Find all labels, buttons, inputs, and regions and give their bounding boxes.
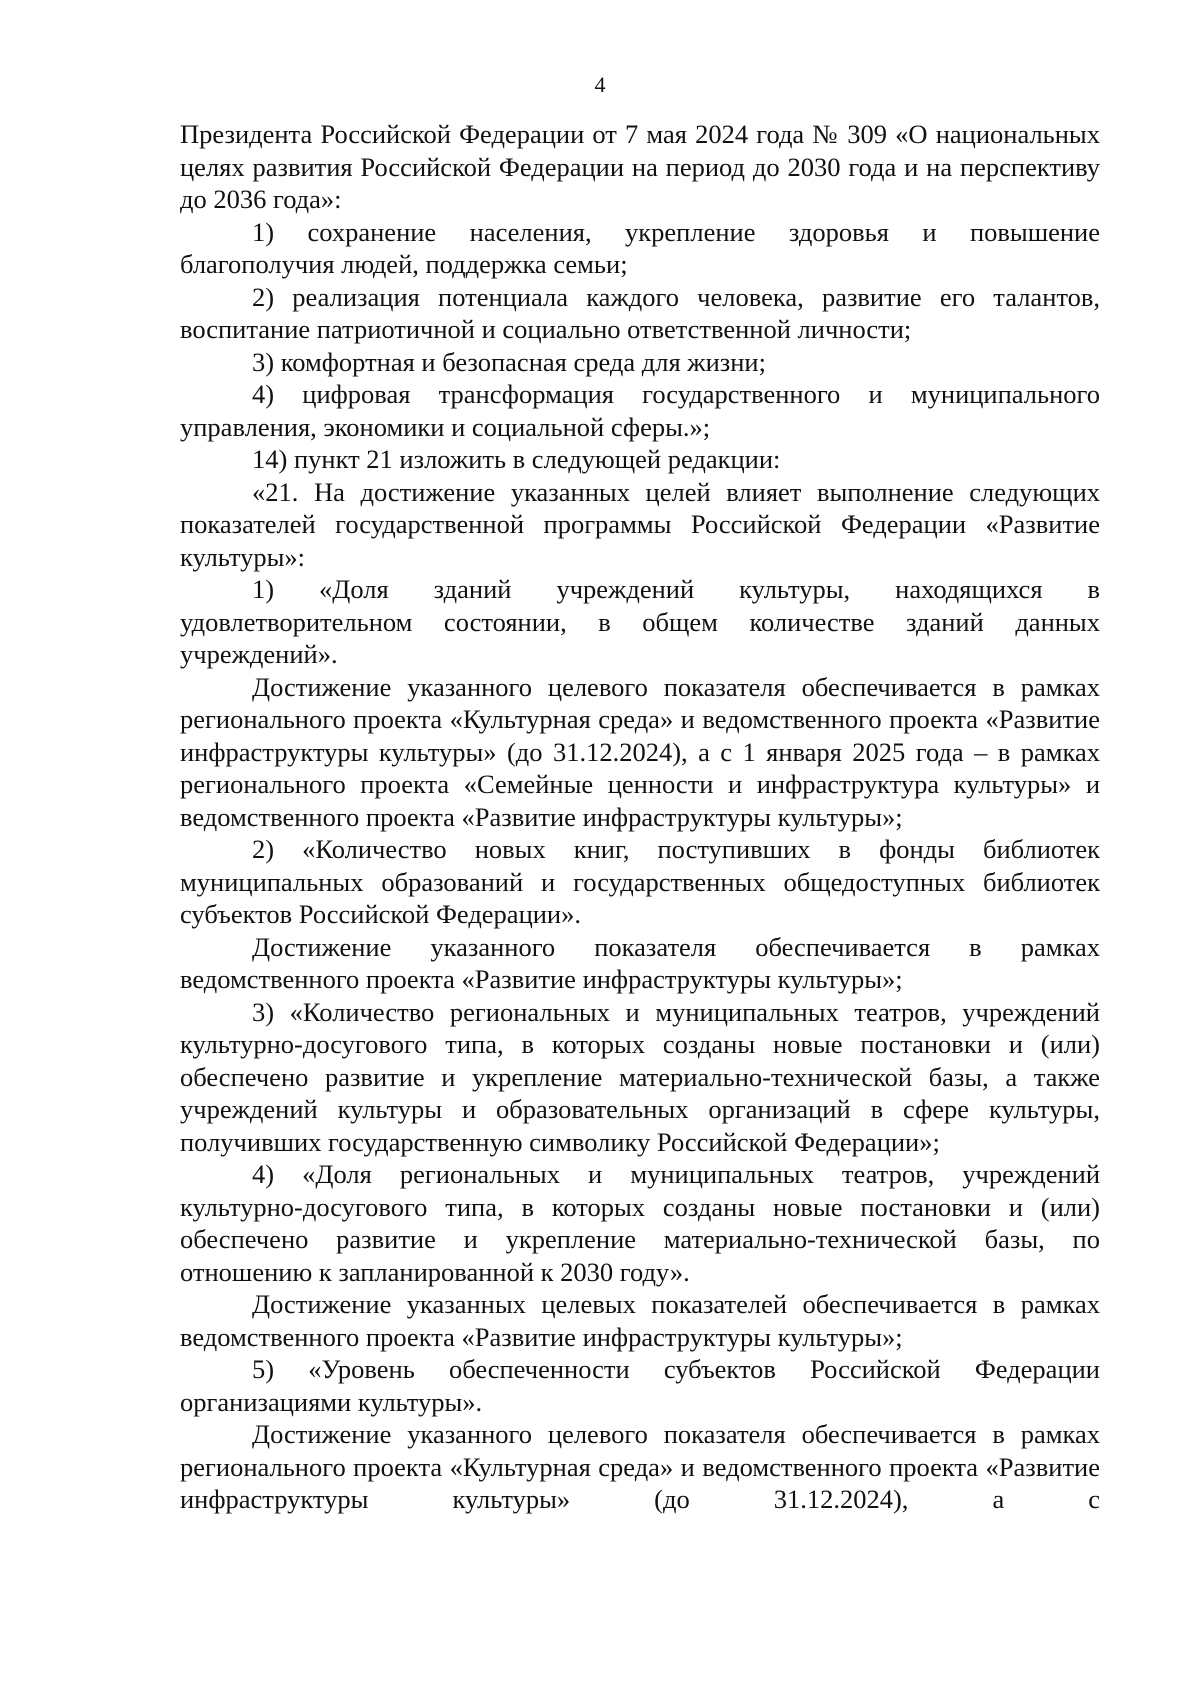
- paragraph: Достижение указанного целевого показателя обеспечивается в рамках регионального проекта «Культурная среда» и ведомственного проекта «Развитие инфраструктуры культуры» (до 31.12.2024), а с 1 января 2025 года – в рамках регионального проекта «Семейные ценности и инфраструктура культуры» и ведомственного проекта «Развитие инфраструктуры культуры»;: [180, 671, 1100, 832]
- paragraph: 3) «Количество региональных и муниципальных театров, учреждений культурно-досугового типа, в которых созданы новые постановки и (или) обеспечено развитие и укрепление материально-технической базы, а также учреждений культуры и образовательных организаций в сфере культуры, получивших государственную символику Российской Федерации»;: [180, 996, 1100, 1157]
- paragraph: Достижение указанного целевого показателя обеспечивается в рамках регионального проекта «Культурная среда» и ведомственного проекта «Развитие инфраструктуры культуры» (до 31.12.2024), а с: [180, 1419, 1100, 1514]
- document-body: [180, 118, 1100, 1516]
- page-number: 4: [594, 72, 606, 97]
- paragraph: «21. На достижение указанных целей влияет выполнение следующих показателей государственной программы Российской Федерации «Развитие культуры»:: [180, 476, 1100, 572]
- paragraph: 2) «Количество новых книг, поступивших в фонды библиотек муниципальных образований и государственных общедоступных библиотек субъектов Российской Федерации».: [180, 834, 1100, 929]
- paragraph: Президента Российской Федерации от 7 мая 2024 года № 309 «О национальных целях развития Российской Федерации на период до 2030 года и на перспективу до 2036 года»:: [180, 119, 1100, 214]
- paragraph: 1) сохранение населения, укрепление здоровья и повышение благополучия людей, поддержка семьи;: [180, 216, 1100, 279]
- paragraph: 4) «Доля региональных и муниципальных театров, учреждений культурно-досугового типа, в которых созданы новые постановки и (или) обеспечено развитие и укрепление материально-технической базы, по отношению к запланированной к 2030 году».: [180, 1159, 1100, 1287]
- paragraph: 3) комфортная и безопасная среда для жизни;: [252, 346, 766, 377]
- paragraph: 14) пункт 21 изложить в следующей редакции:: [252, 444, 781, 474]
- paragraph: 1) «Доля зданий учреждений культуры, находящихся в удовлетворительном состоянии, в общем количестве зданий данных учреждений».: [180, 574, 1100, 669]
- paragraph: 5) «Уровень обеспеченности субъектов Российской Федерации организациями культуры».: [180, 1354, 1100, 1417]
- paragraph: Достижение указанных целевых показателей обеспечивается в рамках ведомственного проекта «Развитие инфраструктуры культуры»;: [180, 1289, 1100, 1352]
- paragraph: 2) реализация потенциала каждого человека, развитие его талантов, воспитание патриотичной и социально ответственной личности;: [180, 281, 1100, 344]
- paragraph: 4) цифровая трансформация государственного и муниципального управления, экономики и социальной сферы.»;: [180, 379, 1100, 442]
- paragraph: Достижение указанного показателя обеспечивается в рамках ведомственного проекта «Развитие инфраструктуры культуры»;: [180, 931, 1100, 994]
